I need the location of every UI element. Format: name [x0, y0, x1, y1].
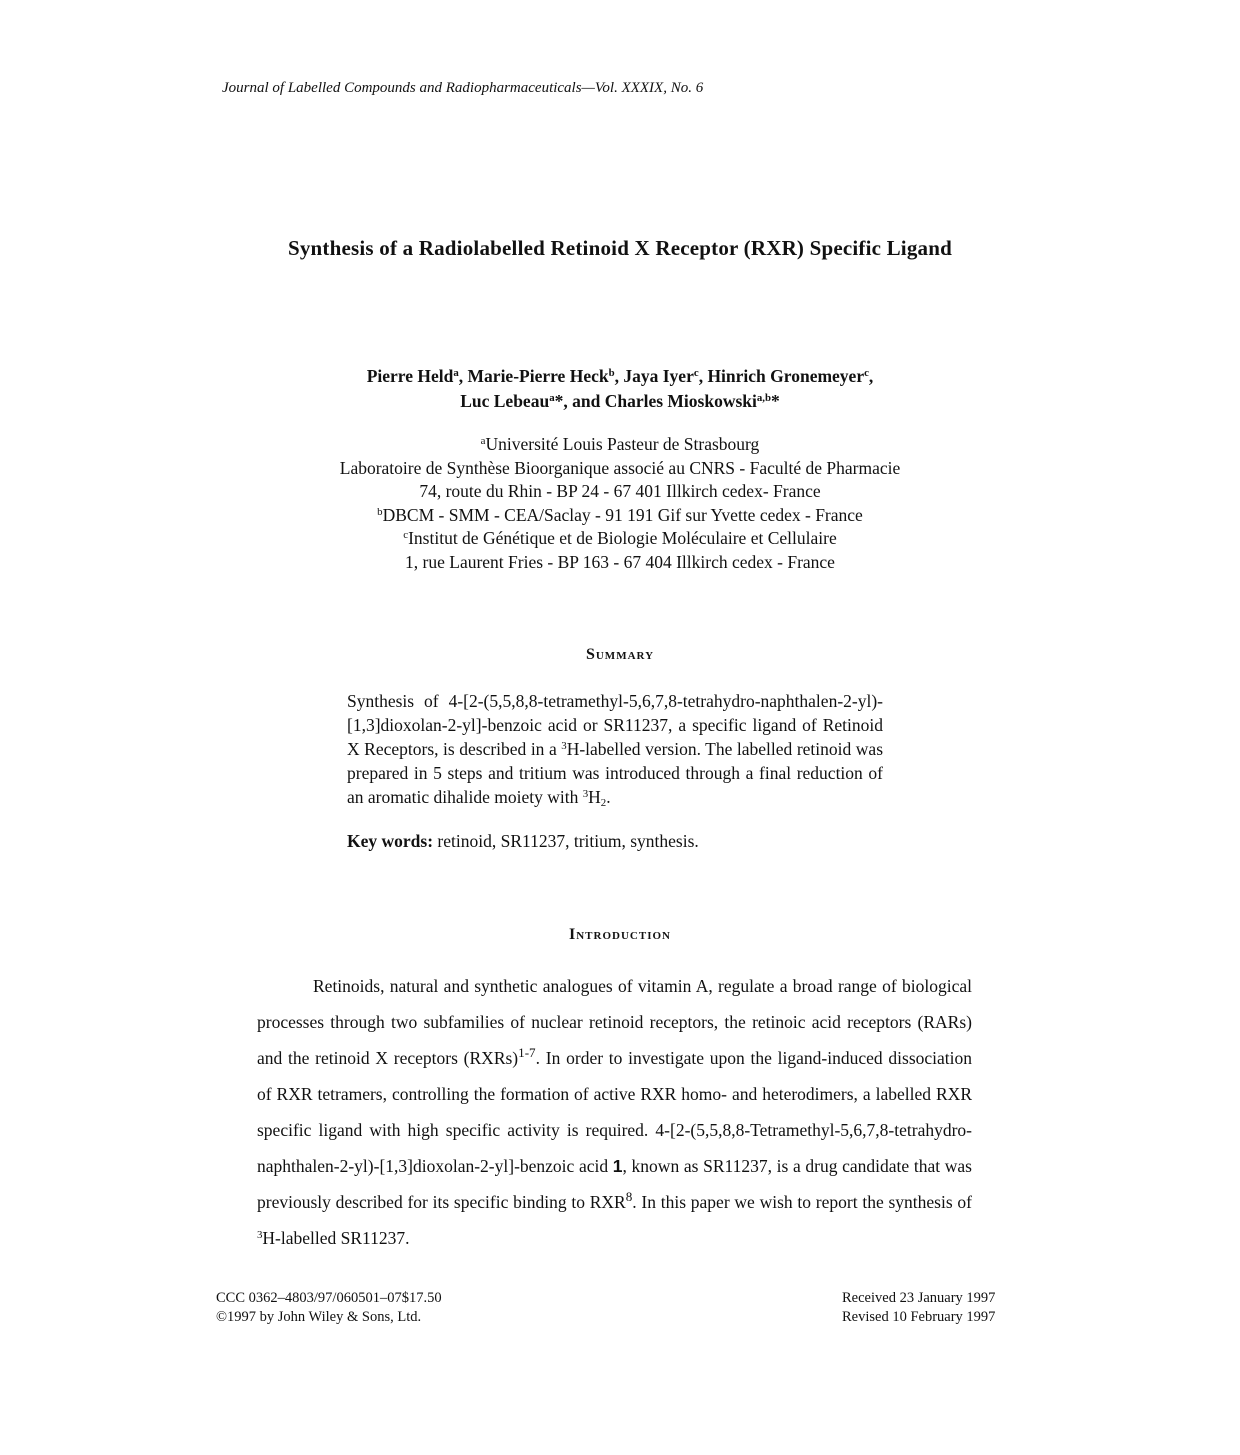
author-line-1: [0, 364, 1240, 389]
copyright: ©1997 by John Wiley & Sons, Ltd.: [216, 1309, 422, 1325]
affiliation-line: [0, 527, 1240, 551]
isotope-sup: 3: [582, 788, 589, 801]
summary-paragraph: [347, 689, 883, 809]
author-line-2: [0, 389, 1240, 414]
keywords-text: retinoid, SR11237, tritium, synthesis.: [433, 831, 699, 851]
affiliation-line: 1, rue Laurent Fries - BP 163 - 67 404 Illkirch cedex - France: [405, 551, 835, 572]
affiliation-line: 74, route du Rhin - BP 24 - 67 401 Illkirch cedex- France: [419, 481, 821, 501]
author-affil-mark: a: [453, 367, 459, 380]
author-name: Luc Lebeau: [460, 391, 550, 411]
introduction-heading: Introduction: [569, 926, 671, 943]
author-affil-mark: c: [693, 367, 699, 380]
affiliation-mark: c: [403, 529, 409, 542]
author-name: Marie-Pierre Heck: [467, 366, 609, 386]
affiliation-mark: b: [377, 505, 383, 518]
journal-header: Journal of Labelled Compounds and Radiopharmaceuticals—Vol. XXXIX, No. 6: [222, 80, 704, 96]
subscript: 2: [600, 797, 607, 810]
author-separator: ,: [614, 366, 624, 386]
author-name: Charles Mioskowski: [604, 391, 757, 411]
intro-text: . In order to investigate upon the ligand-induced dissociation of RXR tetramers, controlling the formation of active RXR homo- and heterodimers, a labelled RXR specific ligand with high specific activity is required. 4-[2-(5,5,8,8-Tetramethyl-5,6,7,8-tetrahydro-naphthalen-2-yl)-[1,3]dioxolan-2-yl]-benzoic acid: [257, 1048, 973, 1176]
corresponding-mark: *: [554, 391, 564, 411]
author-name: Hinrich Gronemeyer: [707, 366, 865, 386]
summary-text: H: [588, 787, 601, 807]
citation-ref: 8: [625, 1188, 633, 1204]
author-name: Pierre Held: [366, 366, 454, 386]
author-affil-mark: a,b: [756, 392, 772, 405]
summary-text: Synthesis of 4-[2-(5,5,8,8-tetramethyl-5,6,7,8-tetrahydro-naphthalen-2-yl)-[1,3]dioxolan-2-yl]-benzoic acid or SR11237, a specific ligand of Retinoid X Receptors, is described in a: [347, 691, 883, 759]
article-title: Synthesis of a Radiolabelled Retinoid X Receptor (RXR) Specific Ligand: [287, 236, 953, 260]
footer-left: [216, 1289, 442, 1327]
author-separator: ,: [698, 366, 708, 386]
isotope-sup: 3: [257, 1229, 263, 1242]
affiliation-line: Laboratoire de Synthèse Bioorganique associé au CNRS - Faculté de Pharmacie: [339, 457, 901, 478]
author-separator: , and: [563, 391, 605, 411]
summary-heading: Summary: [585, 646, 655, 663]
footer-right: [842, 1289, 995, 1327]
affiliation-line: [0, 504, 1240, 528]
keywords-label: Key words:: [347, 831, 434, 851]
ccc-code: CCC 0362–4803/97/060501–07$17.50: [216, 1290, 442, 1306]
corresponding-mark: *: [771, 391, 780, 411]
affiliation-text: Institut de Génétique et de Biologie Moléculaire et Cellulaire: [408, 528, 837, 548]
author-affil-mark: b: [608, 367, 615, 380]
intro-text: . In this paper we wish to report the synthesis of: [632, 1192, 972, 1212]
keywords: [347, 831, 699, 852]
intro-text: , known as SR11237, is a drug candidate that was previously described for its specific binding to RXR: [257, 1156, 972, 1212]
author-name: Jaya Iyer: [623, 366, 694, 386]
summary-text: .: [606, 787, 611, 807]
affiliations: [0, 433, 1240, 574]
intro-text: H-labelled SR11237.: [262, 1228, 410, 1248]
received-date: Received 23 January 1997: [842, 1290, 996, 1306]
isotope-sup: 3: [561, 740, 567, 753]
author-list: [0, 364, 1240, 414]
citation-ref: 1-7: [518, 1044, 536, 1060]
affiliation-line: [0, 433, 1240, 457]
compound-number: 1: [612, 1156, 623, 1176]
affiliation-mark: a: [480, 435, 486, 448]
introduction-paragraph: [257, 968, 972, 1256]
affiliation-text: DBCM - SMM - CEA/Saclay - 91 191 Gif sur Yvette cedex - France: [382, 504, 863, 525]
revised-date: Revised 10 February 1997: [842, 1309, 996, 1325]
author-affil-mark: a: [549, 392, 555, 405]
intro-text: Retinoids, natural and synthetic analogues of vitamin A, regulate a broad range of biological processes through two subfamilies of nuclear retinoid receptors, the retinoic acid receptors (RARs) and the retinoid X receptors (RXRs): [257, 976, 972, 1068]
author-affil-mark: c: [864, 367, 869, 380]
author-separator: ,: [458, 366, 468, 386]
author-separator: ,: [868, 366, 874, 386]
summary-text: H-labelled version. The labelled retinoid was prepared in 5 steps and tritium was introduced through a final reduction of an aromatic dihalide moiety with: [347, 739, 884, 807]
affiliation-text: Université Louis Pasteur de Strasbourg: [485, 434, 760, 454]
